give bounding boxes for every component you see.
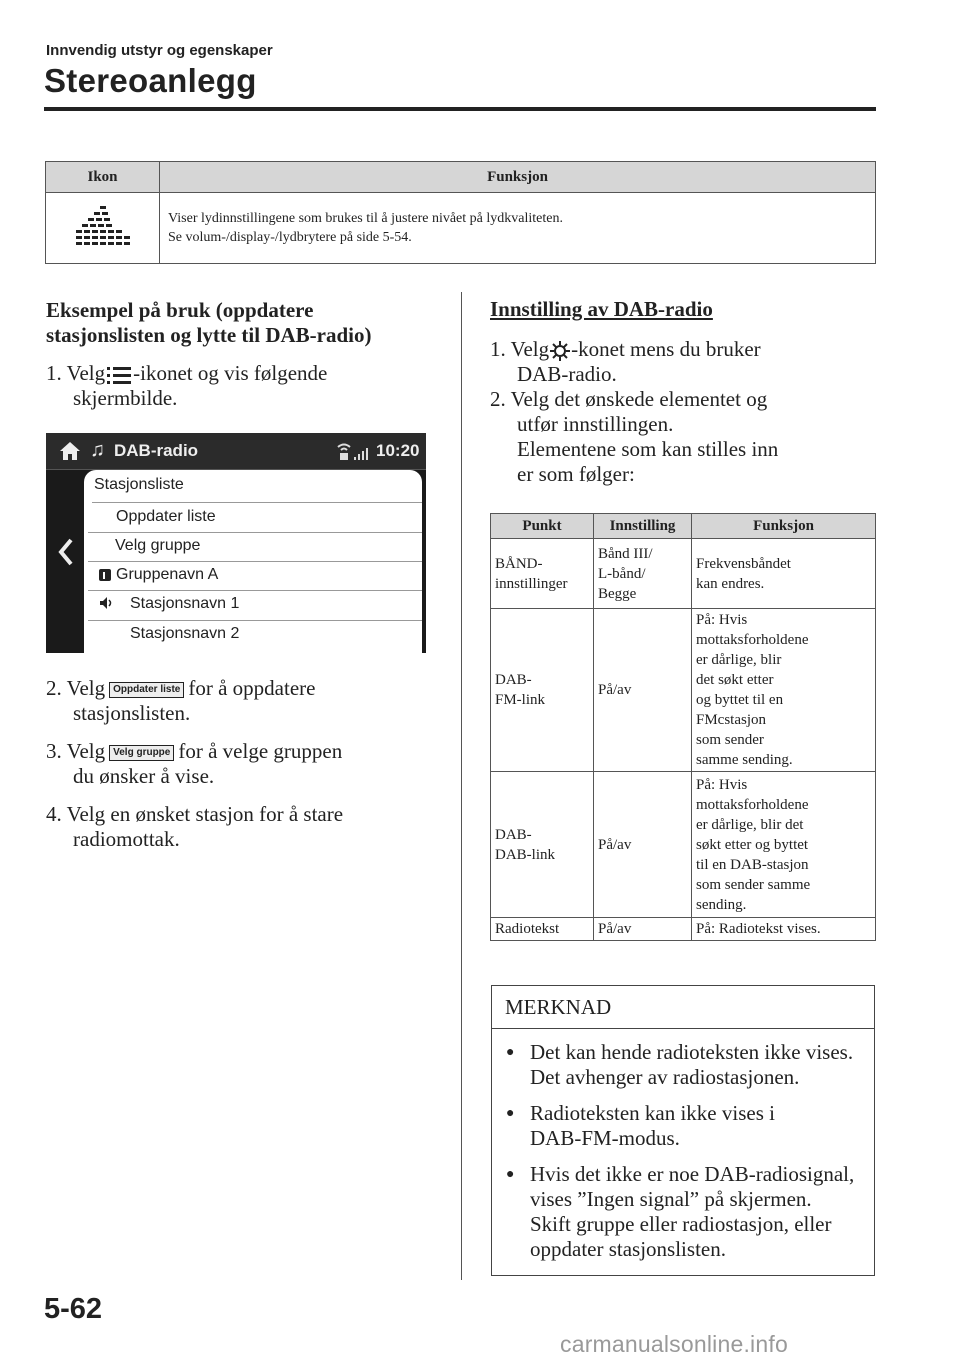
example-step-1: [46, 361, 446, 411]
item-cell: Radiotekst: [491, 918, 594, 941]
cell-line: som sender samme: [696, 876, 811, 893]
list-item-station-1[interactable]: Stasjonsnavn 1: [130, 595, 240, 612]
bullet-dot-icon: ●: [506, 1045, 515, 1060]
note-title: MERKNAD: [505, 995, 612, 1019]
cell-line: FM-link: [495, 692, 546, 708]
step-text-line-2: du ønsker å vise.: [73, 764, 215, 788]
page-number: 5-62: [44, 1293, 103, 1325]
step-text-line-3: Elementene som kan stilles inn: [517, 437, 779, 461]
cell-line: BÅND-: [495, 555, 543, 572]
header-icon: Ikon: [46, 162, 160, 193]
item-cell: [491, 772, 594, 918]
equalizer-icon: [73, 202, 133, 250]
step-number: 4.: [46, 802, 62, 826]
list-item-update-list[interactable]: Oppdater liste: [116, 508, 216, 525]
function-cell: [692, 609, 876, 772]
setting-cell: På/av: [594, 918, 692, 941]
note-title-bar: [492, 986, 874, 1029]
setting-cell: [594, 609, 692, 772]
step-text-line-2: skjermbilde.: [73, 386, 178, 411]
icon-function-table: [45, 161, 876, 264]
dab-settings-table: [490, 513, 876, 941]
cell-line: sending.: [696, 896, 747, 913]
step-number: 3.: [46, 739, 62, 763]
step-text: Velg: [66, 739, 106, 763]
table-header-row: [491, 514, 876, 539]
cell-line: DAB-link: [495, 846, 555, 863]
cell-line: søkt etter og byttet: [696, 836, 809, 853]
row-divider: [88, 561, 422, 562]
function-line-2: Se volum-/display-/lydbrytere på side 5-54.: [168, 230, 412, 245]
title-divider: [44, 107, 876, 111]
watermark-text: carmanualsonline.info: [560, 1331, 788, 1357]
table-row: [491, 772, 876, 918]
function-line-1: Viser lydinnstillingene som brukes til å justere nivået på lydkvaliteten.: [168, 211, 563, 226]
cell-line: På: Hvis: [696, 776, 748, 793]
cell-line: er dårlige, blir: [696, 652, 782, 668]
music-note-icon: ♫: [90, 439, 105, 461]
step-number: 2.: [46, 676, 62, 700]
settings-step-2: [490, 387, 890, 487]
cell-line: mottaksforholdene: [696, 796, 809, 813]
section-label: Innvendig utstyr og egenskaper: [46, 42, 273, 59]
column-divider: [461, 292, 462, 1280]
cell-line: og byttet til en: [696, 692, 784, 708]
screen-status-bar: [46, 433, 426, 470]
step-text: for å oppdatere: [188, 676, 316, 700]
cell-line: På/av: [598, 682, 632, 698]
table-row: [491, 539, 876, 609]
example-heading: [46, 298, 426, 348]
cell-line: samme sending.: [696, 752, 793, 768]
example-step-3: [46, 739, 456, 789]
cell-line: er dårlige, blir det: [696, 816, 804, 833]
cell-line: L-bånd/: [598, 565, 646, 582]
signal-icon: [336, 441, 372, 463]
table-row: [491, 609, 876, 772]
cell-line: Begge: [598, 585, 637, 602]
speaker-icon: [98, 595, 114, 611]
bullet-line: DAB-FM-modus.: [530, 1126, 680, 1150]
example-step-4: [46, 802, 456, 852]
example-heading-line-2: stasjonslisten og lytte til DAB-radio): [46, 323, 372, 347]
cell-line: FMcstasjon: [696, 712, 767, 728]
update-list-chip: Oppdater liste: [109, 682, 184, 698]
note-bullet-2: [506, 1101, 866, 1151]
cell-line: som sender: [696, 732, 764, 748]
list-item-select-group[interactable]: Velg gruppe: [115, 537, 201, 554]
step-text: Velg: [66, 361, 106, 385]
table-row: [46, 193, 876, 264]
cell-line: innstillinger: [495, 575, 568, 592]
icon-cell: [46, 193, 160, 264]
row-divider: [88, 620, 422, 621]
gear-icon: [549, 340, 571, 362]
table-row: [491, 918, 876, 941]
row-divider: [88, 590, 422, 591]
cell-line: DAB-: [495, 826, 532, 843]
cell-line: På/av: [598, 836, 632, 853]
home-icon[interactable]: [58, 440, 82, 462]
list-icon: [105, 364, 133, 386]
function-cell: [160, 193, 876, 264]
select-group-chip: Velg gruppe: [109, 745, 174, 761]
function-cell: [692, 772, 876, 918]
step-text: Velg det ønskede elementet og: [510, 387, 768, 411]
step-number: 1.: [46, 361, 62, 385]
step-text: for å velge gruppen: [178, 739, 343, 763]
step-text: Velg: [510, 337, 550, 361]
note-bullet-3: [506, 1162, 866, 1262]
station-list-panel: [84, 470, 422, 653]
list-item-group-name[interactable]: Gruppenavn A: [116, 566, 219, 583]
item-cell: [491, 539, 594, 609]
bullet-line: Skift gruppe eller radiostasjon, eller: [530, 1212, 832, 1236]
step-text-line-2: DAB-radio.: [517, 362, 617, 387]
example-step-2: [46, 676, 456, 726]
settings-heading: Innstilling av DAB-radio: [490, 297, 713, 321]
cell-line: kan endres.: [696, 575, 765, 592]
setting-cell: [594, 772, 692, 918]
group-folder-icon: [98, 568, 112, 582]
step-text-line-2: stasjonslisten.: [73, 701, 191, 725]
screen-title: DAB-radio: [114, 441, 199, 460]
setting-cell: [594, 539, 692, 609]
example-heading-line-1: Eksempel på bruk (oppdatere: [46, 298, 314, 322]
cell-line: DAB-: [495, 672, 532, 688]
cell-line: Bånd III/: [598, 545, 653, 562]
chevron-left-icon[interactable]: [56, 537, 76, 567]
step-text-line-2: utfør innstillingen.: [517, 412, 674, 436]
bullet-line: vises ”Ingen signal” på skjermen.: [530, 1187, 812, 1211]
list-item-station-2[interactable]: Stasjonsnavn 2: [130, 625, 240, 642]
function-cell: [692, 539, 876, 609]
bullet-dot-icon: ●: [506, 1106, 515, 1121]
note-bullet-1: [506, 1040, 866, 1090]
header-function: Funksjon: [692, 514, 876, 539]
list-item-station-list[interactable]: Stasjonsliste: [94, 476, 184, 493]
bullet-line: Radioteksten kan ikke vises i: [530, 1101, 775, 1125]
step-text-line-2: radiomottak.: [73, 827, 180, 851]
bullet-dot-icon: ●: [506, 1167, 515, 1182]
clock-time: 10:20: [376, 441, 420, 460]
cell-line: mottaksforholdene: [696, 632, 809, 648]
item-cell: [491, 609, 594, 772]
bullet-line: oppdater stasjonslisten.: [530, 1237, 726, 1261]
bullet-line: Det avhenger av radiostasjonen.: [530, 1065, 800, 1089]
step-text: Velg: [66, 676, 106, 700]
row-divider: [88, 532, 422, 533]
table-header-row: [46, 162, 876, 193]
header-function: Funksjon: [160, 162, 876, 193]
step-number: 1.: [490, 337, 506, 361]
step-text-line-4: er som følger:: [517, 462, 635, 486]
function-cell: På: Radiotekst vises.: [692, 918, 876, 941]
bullet-line: Hvis det ikke er noe DAB-radiosignal,: [530, 1162, 855, 1186]
row-divider: [92, 502, 422, 503]
cell-line: Frekvensbåndet: [696, 555, 791, 572]
bullet-line: Det kan hende radioteksten ikke vises.: [530, 1040, 854, 1064]
note-box: [491, 985, 875, 1276]
settings-step-1: [490, 337, 890, 387]
cell-line: På: Hvis: [696, 612, 748, 628]
page-title: Stereoanlegg: [44, 62, 257, 99]
header-item: Punkt: [491, 514, 594, 539]
cell-line: til en DAB-stasjon: [696, 856, 809, 873]
dab-radio-screen: [46, 433, 426, 653]
step-text: -konet mens du bruker: [571, 337, 761, 361]
step-text: Velg en ønsket stasjon for å stare: [66, 802, 344, 826]
step-text: -ikonet og vis følgende: [133, 361, 328, 385]
header-setting: Innstilling: [594, 514, 692, 539]
cell-line: det søkt etter: [696, 672, 774, 688]
step-number: 2.: [490, 387, 506, 411]
